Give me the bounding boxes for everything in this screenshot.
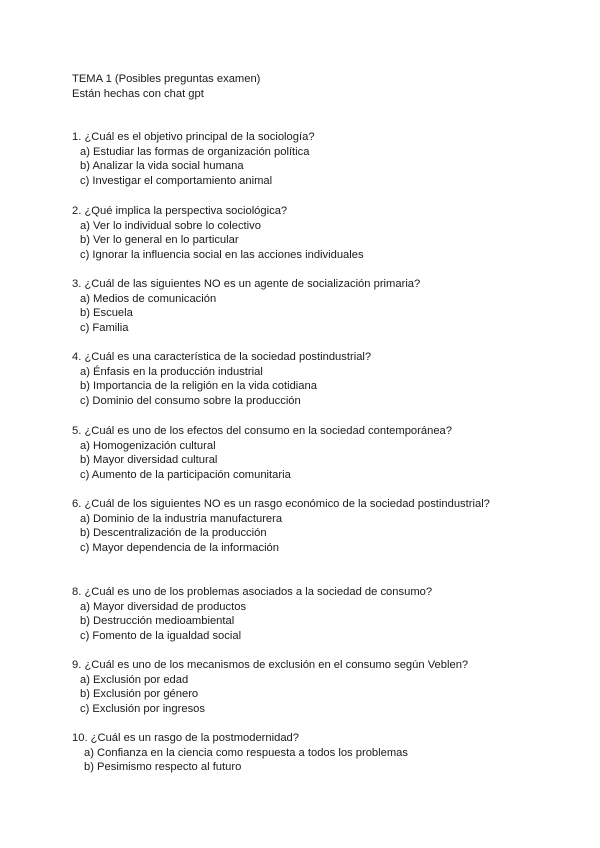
answer-option: b) Importancia de la religión en la vida cotidiana xyxy=(80,380,317,393)
answer-option: c) Familia xyxy=(80,322,129,335)
answer-option: a) Estudiar las formas de organización política xyxy=(80,145,310,158)
answer-option: a) Dominio de la industria manufacturera xyxy=(80,512,283,525)
answer-option: a) Confianza en la ciencia como respuesta a todos los problemas xyxy=(84,746,408,759)
document-subtitle: Están hechas con chat gpt xyxy=(72,87,204,100)
question-text: 3. ¿Cuál de las siguientes NO es un agente de socialización primaria? xyxy=(72,278,421,290)
answer-option: c) Fomento de la igualdad social xyxy=(80,630,242,643)
answer-option: a) Énfasis en la producción industrial xyxy=(80,365,263,378)
answer-option: a) Exclusión por edad xyxy=(80,673,189,686)
question-2 xyxy=(72,204,364,263)
answer-option: c) Mayor dependencia de la información xyxy=(80,542,279,555)
answer-option: b) Pesimismo respecto al futuro xyxy=(84,761,242,774)
question-text: 6. ¿Cuál de los siguientes NO es un rasgo económico de la sociedad postindustrial? xyxy=(72,498,490,510)
answer-option: a) Ver lo individual sobre lo colectivo xyxy=(80,219,261,232)
question-text: 5. ¿Cuál es uno de los efectos del consumo en la sociedad contemporánea? xyxy=(72,425,452,437)
question-text: 1. ¿Cuál es el objetivo principal de la sociología? xyxy=(72,131,315,143)
question-text: 10. ¿Cuál es un rasgo de la postmodernidad? xyxy=(72,732,300,744)
document-title: TEMA 1 (Posibles preguntas examen) xyxy=(72,73,261,85)
answer-option: a) Homogenización cultural xyxy=(80,439,216,452)
answer-option: b) Escuela xyxy=(80,307,133,320)
question-text: 8. ¿Cuál es uno de los problemas asociados a la sociedad de consumo? xyxy=(72,586,433,598)
question-10 xyxy=(72,731,408,775)
question-9 xyxy=(72,658,468,717)
answer-option: b) Destrucción medioambiental xyxy=(80,615,235,628)
answer-option: b) Ver lo general en lo particular xyxy=(80,234,239,247)
question-text: 9. ¿Cuál es uno de los mecanismos de exclusión en el consumo según Veblen? xyxy=(72,659,469,671)
question-8 xyxy=(72,585,432,644)
question-6 xyxy=(72,497,490,556)
answer-option: c) Ignorar la influencia social en las acciones individuales xyxy=(80,249,364,262)
answer-option: a) Mayor diversidad de productos xyxy=(80,600,247,613)
question-text: 4. ¿Cuál es una característica de la sociedad postindustrial? xyxy=(72,351,372,363)
answer-option: c) Dominio del consumo sobre la producción xyxy=(80,395,301,408)
answer-option: b) Exclusión por género xyxy=(80,688,199,701)
answer-option: c) Exclusión por ingresos xyxy=(80,703,205,716)
answer-option: a) Medios de comunicación xyxy=(80,292,217,305)
question-1 xyxy=(72,130,315,189)
answer-option: c) Aumento de la participación comunitaria xyxy=(80,469,291,482)
document-header xyxy=(72,72,260,101)
answer-option: b) Descentralización de la producción xyxy=(80,527,267,540)
question-text: 2. ¿Qué implica la perspectiva sociológica? xyxy=(72,205,288,217)
question-5 xyxy=(72,424,452,483)
answer-option: c) Investigar el comportamiento animal xyxy=(80,175,273,188)
question-3 xyxy=(72,277,420,336)
answer-option: b) Analizar la vida social humana xyxy=(80,160,244,173)
answer-option: b) Mayor diversidad cultural xyxy=(80,454,218,467)
question-4 xyxy=(72,350,371,409)
